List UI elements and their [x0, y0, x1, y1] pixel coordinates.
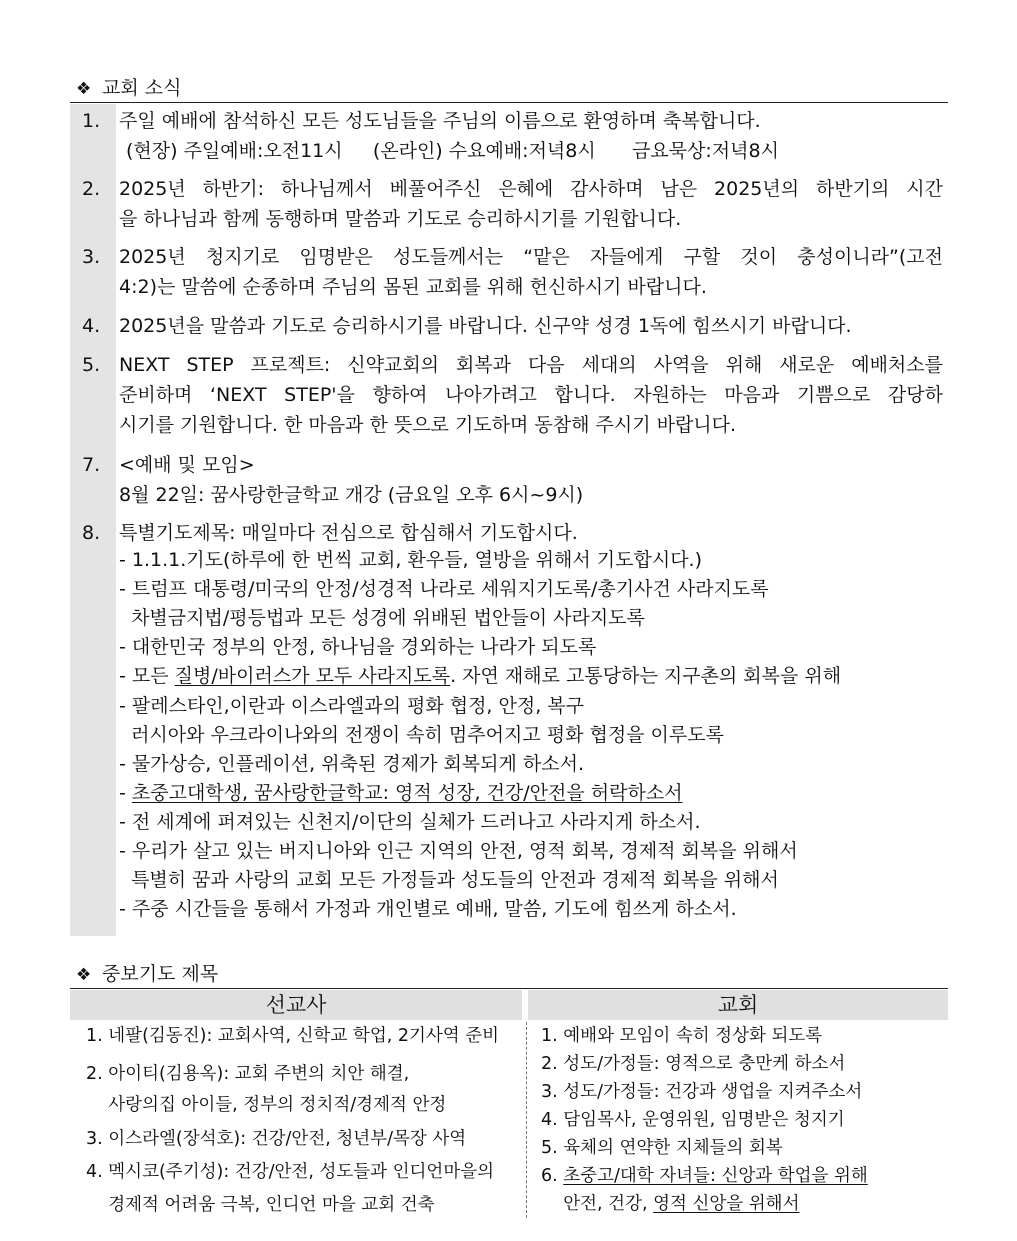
prayer-line-11: - 우리가 살고 있는 버지니아와 인근 지역의 안전, 영적 회복, 경제적 회복을 위해서 — [119, 840, 798, 862]
prayer-line-5-underlined: 질병/바이러스가 모두 사라지도록 — [174, 665, 451, 687]
prayer-line-13: - 주중 시간들을 통해서 가정과 개인별로 예배, 말씀, 기도에 힘쓰게 하소서. — [119, 898, 737, 920]
prayer-line-8: - 물가상승, 인플레이션, 위축된 경제가 회복되게 하소서. — [119, 753, 585, 775]
news-item-5-number: 5. — [82, 354, 101, 376]
church-item-5: 5. 육체의 연약한 지체들의 회복 — [541, 1138, 783, 1158]
news-item-2-line-2: 을 하나님과 함께 동행하며 말씀과 기도로 승리하시기를 기원합니다. — [119, 208, 682, 230]
prayer-line-5 — [119, 662, 841, 691]
church-item-6-underlined: 초중고/대학 자녀들: 신앙과 학업을 위해 — [563, 1166, 868, 1186]
news-item-1-line-2: (현장) 주일예배:오전11시 (온라인) 수요예배:저녁8시 금요묵상:저녁8시 — [126, 140, 779, 162]
prayer-line-9-underlined: 초중고대학생, 꿈사랑한글학교: 영적 성장, 건강/안전을 허락하소서 — [131, 782, 683, 804]
news-item-7-line-1: <예배 및 모임> — [119, 454, 255, 476]
intercession-title — [76, 962, 218, 987]
intercession-rule — [70, 988, 948, 989]
prayer-line-9-prefix: - — [119, 782, 132, 804]
news-item-1-line-1: 주일 예배에 참석하신 모든 성도님들을 주님의 이름으로 환영하며 축복합니다. — [119, 110, 761, 132]
missionary-item-1: 1. 네팔(김동진): 교회사역, 신학교 학업, 2기사역 준비 — [86, 1026, 500, 1046]
prayer-line-10: - 전 세계에 퍼져있는 신천지/이단의 실체가 드러나고 사라지게 하소서. — [119, 811, 701, 833]
missionary-item-3: 3. 이스라엘(장석호): 건강/안전, 청년부/목장 사역 — [86, 1129, 467, 1149]
prayer-line-7: 러시아와 우크라이나와의 전쟁이 속히 멈추어지고 평화 협정을 이루도록 — [119, 724, 724, 746]
news-item-8-line-1: 특별기도제목: 매일마다 전심으로 합심해서 기도합시다. — [119, 522, 578, 544]
news-item-3-line-2: 4:2)는 말씀에 순종하며 주님의 몸된 교회를 위해 헌신하시기 바랍니다. — [119, 276, 707, 298]
prayer-line-4: - 대한민국 정부의 안정, 하나님을 경외하는 나라가 되도록 — [119, 636, 597, 658]
column-divider — [526, 1022, 527, 1218]
prayer-line-1: - 1.1.1.기도(하루에 한 번씩 교회, 환우들, 열방을 위해서 기도합시다.) — [119, 549, 702, 571]
news-item-4-number: 4. — [82, 315, 101, 337]
news-item-2-line-1: 2025년 하반기: 하나님께서 베풀어주신 은혜에 감사하며 남은 2025년의 하반기의 시간 — [119, 178, 943, 200]
missionary-item-4-line-2: 경제적 어려움 극복, 인디언 마을 교회 건축 — [86, 1195, 435, 1215]
missionary-item-4-line-1: 4. 멕시코(주기성): 건강/안전, 성도들과 인디언마을의 — [86, 1162, 495, 1182]
missionary-item-2-line-1: 2. 아이티(김용옥): 교회 주변의 치안 해결, — [86, 1064, 410, 1084]
church-item-7-prefix: 안전, 건강, — [541, 1194, 654, 1214]
church-item-6 — [541, 1162, 868, 1190]
news-item-1-number: 1. — [82, 110, 101, 132]
news-item-3-line-1: 2025년 청지기로 임명받은 성도들께서는 “맡은 자들에게 구할 것이 충성이니라”(고전 — [119, 246, 943, 268]
church-item-1: 1. 예배와 모임이 속히 정상화 되도록 — [541, 1026, 823, 1046]
church-news-title — [76, 76, 181, 101]
church-item-7 — [541, 1190, 800, 1218]
news-item-5-line-3: 시기를 기원합니다. 한 마음과 한 뜻으로 기도하며 동참해 주시기 바랍니다. — [119, 414, 737, 436]
prayer-line-3: 차별금지법/평등법과 모든 성경에 위배된 법안들이 사라지도록 — [119, 607, 645, 629]
church-item-7-underlined: 영적 신앙을 위해서 — [653, 1194, 800, 1214]
prayer-line-5-rest: . 자연 재해로 고통당하는 지구촌의 회복을 위해 — [450, 665, 842, 687]
news-item-7-number: 7. — [82, 454, 101, 476]
news-item-7-line-2: 8월 22일: 꿈사랑한글학교 개강 (금요일 오후 6시~9시) — [119, 484, 584, 506]
news-item-5-line-1: NEXT STEP 프로젝트: 신약교회의 회복과 다음 세대의 사역을 위해 새로운 예배처소를 — [119, 354, 943, 376]
missionary-item-2-line-2: 사랑의집 아이들, 정부의 정치적/경제적 안정 — [86, 1095, 447, 1115]
prayer-line-5-prefix: - 모든 — [119, 665, 175, 687]
church-item-3: 3. 성도/가정들: 건강과 생업을 지켜주소서 — [541, 1082, 863, 1102]
prayer-line-12: 특별히 꿈과 사랑의 교회 모든 가정들과 성도들의 안전과 경제적 회복을 위해서 — [119, 869, 779, 891]
news-item-5-line-2: 준비하며 ‘NEXT STEP'을 향하여 나아가려고 합니다. 자원하는 마음과 기쁨으로 감당하 — [119, 384, 943, 406]
missionary-column-header: 선교사 — [70, 990, 522, 1020]
news-item-4-line-1: 2025년을 말씀과 기도로 승리하시기를 바랍니다. 신구약 성경 1독에 힘쓰시기 바랍니다. — [119, 315, 852, 337]
news-item-2-number: 2. — [82, 178, 101, 200]
diamond-bullet-icon: ❖ — [76, 965, 92, 985]
prayer-line-2: - 트럼프 대통령/미국의 안정/성경적 나라로 세워지기도록/총기사건 사라지도록 — [119, 578, 769, 600]
news-item-8-number: 8. — [82, 522, 101, 544]
church-column-header: 교회 — [528, 990, 948, 1020]
church-item-4: 4. 담임목사, 운영위원, 임명받은 청지기 — [541, 1110, 845, 1130]
prayer-line-9 — [119, 779, 683, 808]
church-news-rule — [70, 102, 948, 103]
church-news-title-text: 교회 소식 — [102, 77, 182, 99]
prayer-line-6: - 팔레스타인,이란과 이스라엘과의 평화 협정, 안정, 복구 — [119, 695, 585, 717]
diamond-bullet-icon: ❖ — [76, 79, 92, 99]
church-item-6-prefix: 6. — [541, 1166, 564, 1186]
intercession-title-text: 중보기도 제목 — [102, 963, 219, 985]
news-item-3-number: 3. — [82, 246, 101, 268]
church-item-2: 2. 성도/가정들: 영적으로 충만케 하소서 — [541, 1054, 846, 1074]
